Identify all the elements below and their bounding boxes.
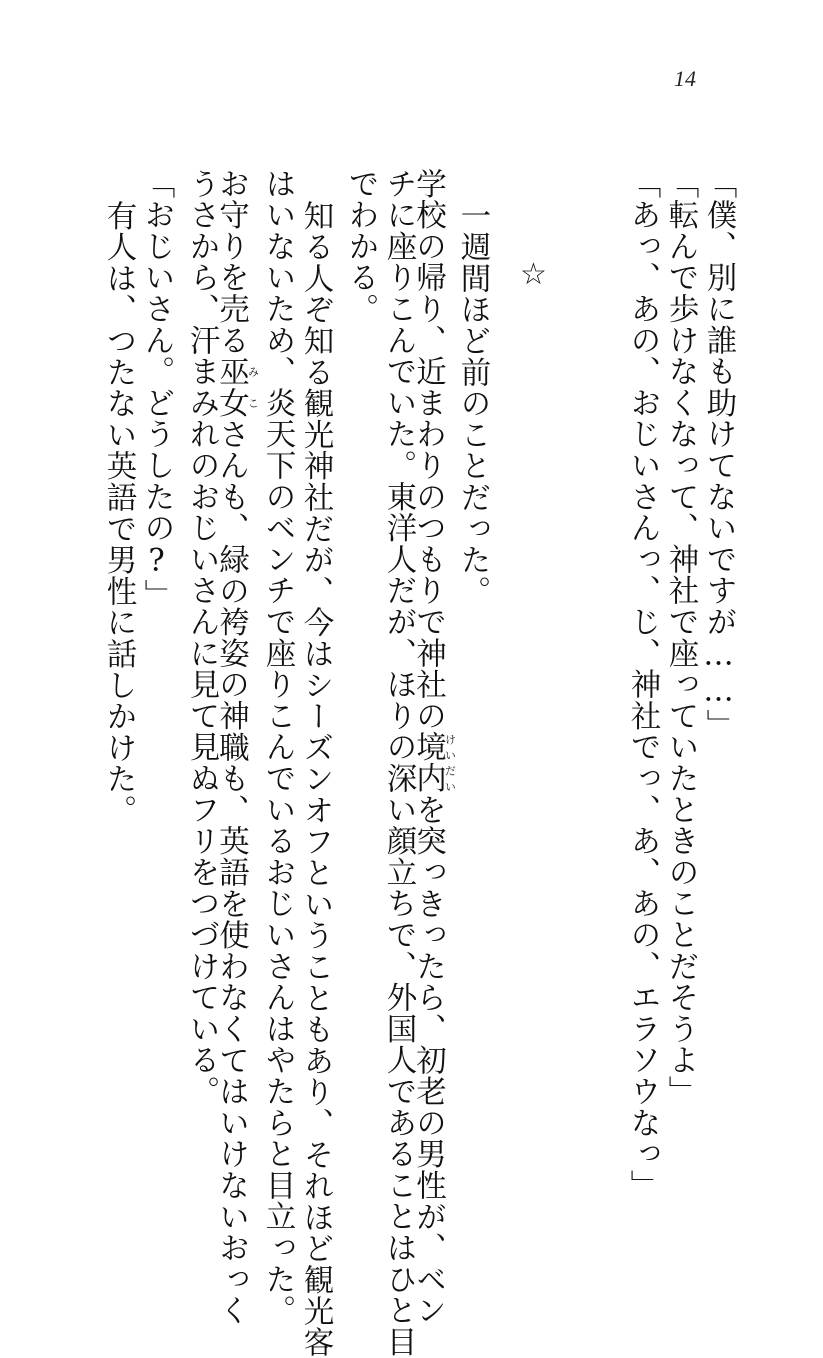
ruby-reading-keidai: けいだい <box>443 731 457 794</box>
paragraph-2-line-3: でわかる。 <box>343 168 378 325</box>
paragraph-2-line-1 <box>410 168 457 1327</box>
paragraph-2-line-2: チに座りこんでいた。東洋人だが、ほりの深い顔立ちで、外国人であることはひと目 <box>381 168 416 1358</box>
paragraph-3-line-4: うさから、汗まみれのおじいさんに見て見ぬフリをつづけている。 <box>184 168 219 1107</box>
p2-text-after-ruby: を突っきったら、初老の男性が、ベン <box>410 794 446 1327</box>
dialogue-line-3: 「僕、別に誰も助けてないですが……」 <box>701 168 736 741</box>
paragraph-3-line-1: 知る人ぞ知る観光神社だが、今はシーズンオフということもあり、それほど観光客 <box>298 200 333 1358</box>
ruby-reading-miko: みこ <box>246 355 260 419</box>
paragraph-3-line-3 <box>213 168 260 1327</box>
paragraph-4: 有人は、つたない英語で男性に話しかけた。 <box>101 200 136 826</box>
ruby-base-miko: 巫女 <box>213 355 249 419</box>
paragraph-3-line-2: はいないため、炎天下のベンチで座りこんでいるおじいさんはやたらと目立った。 <box>260 168 295 1327</box>
p2-text-before-ruby: 学校の帰り、近まわりのつもりで神社の <box>410 168 446 732</box>
paragraph-1: 一週間ほど前のことだった。 <box>455 200 490 607</box>
page-number: 14 <box>674 66 696 91</box>
dialogue-line-2: 「転んで歩けなくなって、神社で座っていたときのことだそうよ」 <box>663 168 698 1107</box>
dialogue-line-1: 「あっ、あの、おじいさんっ、じ、神社でっ、あ、あの、エラソウなっ」 <box>625 168 660 1201</box>
dialogue-ojiisan: 「おじいさん。どうしたの?」 <box>139 168 174 611</box>
ruby-base-keidai: 境内 <box>410 731 446 795</box>
p3-text-before-ruby: お守りを売る <box>213 168 249 356</box>
section-separator-star: ☆ <box>520 257 547 292</box>
p3-text-after-ruby: さんも、緑の袴姿の神職も、英語を使わなくてはいけないおっく <box>213 418 249 1327</box>
